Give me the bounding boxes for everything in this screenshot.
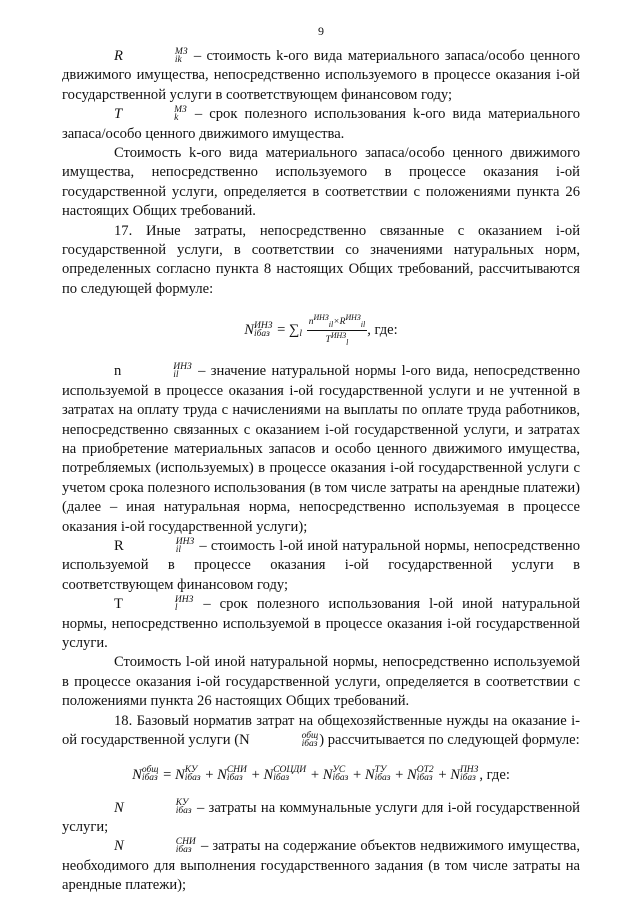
paragraph-cost-inz: Стоимость l-ой иной натуральной нормы, непосредственно используемой в процессе оказания i-ой государственной услуги, определяется в соответствии с положениями пункта 26 настоящих Общих требований. xyxy=(62,654,580,710)
paragraph-17: 17. Иные затраты, непосредственно связанные с оказанием i-ой государственной услуги, в соответствии со значениями натуральных норм, определенных согласно пункта 8 настоящих Общих требований, рассчитываются по следующей формуле: xyxy=(62,222,580,297)
symbol: T xyxy=(114,106,123,123)
superscript: МЗ xyxy=(174,46,188,57)
definition-r-mz xyxy=(62,47,580,105)
fraction: $\frac{n^{ИНЗ}_{il}\times R^{ИНЗ}_{il}}{T^{ИНЗ}_l}$ xyxy=(308,313,366,348)
definition-text: – срок полезного использования k-ого вида материального запаса/особо ценного движимого имущества. xyxy=(62,106,581,142)
definition-text: – затраты на содержание объектов недвижимого имущества, необходимого для выполнения государственного задания (в том числе затраты на арендные платежи); xyxy=(62,838,580,894)
definition-text: – затраты на коммунальные услуги для i-ой государственной услуги; xyxy=(62,799,580,835)
symbol: T xyxy=(114,596,123,613)
page-number: 9 xyxy=(318,24,324,38)
definition-n-inz: n ИНЗ il – значение натуральной нормы l-ого вида, непосредственно используемой в процессе оказания i-ой государственной услуги и не учтенной в затратах на оплату труда с начислениями на выплаты по оплате труда работников, непосредственно связанных с оказанием i-ой государственной услуги, и затратах на приобретение материальных запасов и особо ценного движимого имущества, потребляемых (используемых) в процессе оказания i-ой государственной услуги с учетом срока полезного использования (в том числе затраты на арендные платежи) (далее – иная натуральная норма, непосредственно используемая в процессе оказания i-ой государственной услуги); xyxy=(62,362,581,535)
symbol: n xyxy=(114,363,122,380)
definition-text: – значение натуральной нормы l-ого вида, непосредственно используемой в процессе оказания i-ой государственной услуги и не учтенной в затратах на оплату труда с начислениями на выплаты по оплате труда работников, непосредственно связанных с оказанием i-ой государственной услуги, и затратах на приобретение материальных запасов и особо ценного движимого имущества, потребляемых (используемых) в процессе оказания i-ой государственной услуги с учетом срока полезного использования (в том числе затраты на арендные платежи) (далее – иная натуральная норма, непосредственно используемая в процессе оказания i-ой государственной услуги); xyxy=(62,363,581,535)
paragraph-cost-mz: Стоимость k-ого вида материального запаса/особо ценного движимого имущества, непосредственно используемого в процессе оказания i-ой государственной услуги, определяется в соответствии с положениями пункта 26 настоящих Общих требований. xyxy=(62,145,580,220)
document-page xyxy=(62,24,580,896)
definition-n-sni: N СНИ iбаз – затраты на содержание объектов недвижимого имущества, необходимого для выполнения государственного задания (в том числе затраты на арендные платежи); xyxy=(62,836,580,894)
formula-inz: N ИНЗ iбаз = ∑ l $\frac{n^{ИНЗ}_{il}\times R^{ИНЗ}_{il}}{T^{ИНЗ}_l}$ , где: xyxy=(244,313,398,348)
definition-n-ku: N КУ iбаз – затраты на коммунальные услуги для i-ой государственной услуги; xyxy=(62,798,580,835)
definition-text: – стоимость k-ого вида материального запаса/особо ценного движимого имущества, непосредственно используемого в процессе оказания i-ой государственной услуги в соответствующем финансовом году; xyxy=(62,48,580,103)
subscript: k xyxy=(174,112,179,123)
subscript: ik xyxy=(174,54,182,65)
symbol: R xyxy=(114,48,123,64)
paragraph-18: 18. Базовый норматив затрат на общехозяйственные нужды на оказание i-ой государственной услуги (N общ iбаз ) рассчитывается по следующей формуле: xyxy=(62,712,580,749)
definition-text: – срок полезного использования l-ой иной натуральной нормы, непосредственно используемой в процессе оказания i-ой государственной услуги. xyxy=(62,596,581,652)
definition-r-inz: R ИНЗ il – стоимость l-ой иной натуральной нормы, непосредственно используемой в процессе оказания i-ой государственной услуги в соответствующем финансовом году; xyxy=(62,536,580,593)
superscript: МЗ xyxy=(174,104,187,115)
definition-t-mz xyxy=(62,105,580,144)
definition-text: – стоимость l-ой иной натуральной нормы, непосредственно используемой в процессе оказания i-ой государственной услуги в соответствующем финансовом году; xyxy=(62,538,580,593)
symbol: R xyxy=(114,538,124,555)
formula-obsch: N общ iбаз = N КУ iбаз + N СНИ iбаз + N СОЦДИ iбаз + N УС iбаз + N ТУ iбаз + N ОТ2 iбаз + N ПНЗ iбаз , где: xyxy=(132,765,510,784)
definition-t-inz: T ИНЗ l – срок полезного использования l-ой иной натуральной нормы, непосредственно используемой в процессе оказания i-ой государственной услуги. xyxy=(62,594,581,652)
